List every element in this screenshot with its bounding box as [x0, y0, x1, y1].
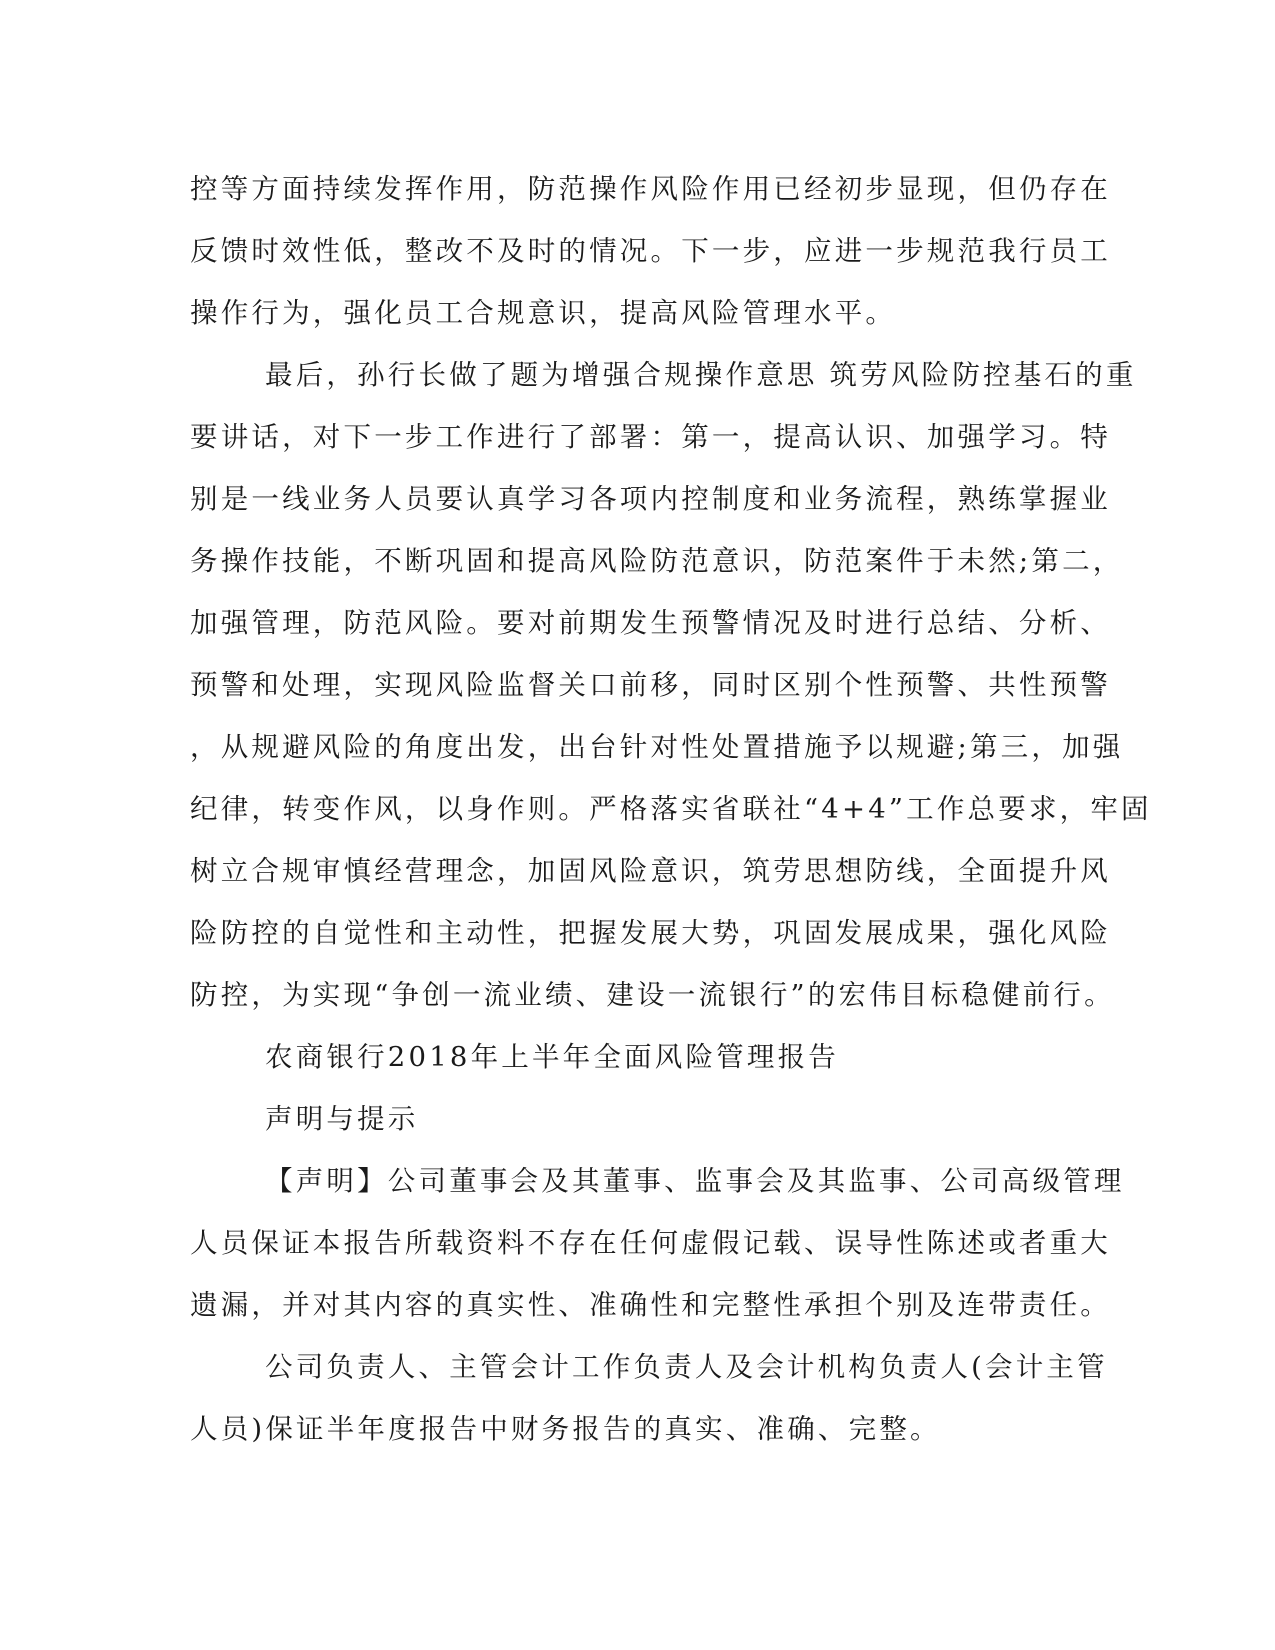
text-line: 加强管理，防范风险。要对前期发生预警情况及时进行总结、分析、 — [190, 607, 1111, 639]
text-line: 要讲话，对下一步工作进行了部署：第一，提高认识、加强学习。特 — [190, 421, 1111, 453]
text-line: ，从规避风险的角度出发，出台针对性处置措施予以规避;第三，加强 — [190, 731, 1124, 763]
text-line: 最后，孙行长做了题为增强合规操作意思 筑劳风险防控基石的重 — [265, 359, 1137, 391]
text-line: 人员)保证半年度报告中财务报告的真实、准确、完整。 — [190, 1413, 941, 1445]
text-line: 遗漏，并对其内容的真实性、准确性和完整性承担个别及连带责任。 — [190, 1289, 1111, 1321]
text-line: 操作行为，强化员工合规意识，提高风险管理水平。 — [190, 297, 897, 329]
text-line: 反馈时效性低，整改不及时的情况。下一步，应进一步规范我行员工 — [190, 235, 1111, 267]
text-line: 别是一线业务人员要认真学习各项内控制度和业务流程，熟练掌握业 — [190, 483, 1111, 515]
text-line: 人员保证本报告所载资料不存在任何虚假记载、误导性陈述或者重大 — [190, 1227, 1111, 1259]
report-title: 农商银行2018年上半年全面风险管理报告 — [265, 1041, 839, 1073]
text-line: 务操作技能，不断巩固和提高风险防范意识，防范案件于未然;第二， — [190, 545, 1124, 577]
document-body — [190, 158, 1152, 1460]
text-line: 【声明】公司董事会及其董事、监事会及其监事、公司高级管理 — [265, 1165, 1125, 1197]
text-line: 控等方面持续发挥作用，防范操作风险作用已经初步显现，但仍存在 — [190, 173, 1111, 205]
text-line: 树立合规审慎经营理念，加固风险意识，筑劳思想防线，全面提升风 — [190, 855, 1111, 887]
text-line: 公司负责人、主管会计工作负责人及会计机构负责人(会计主管 — [265, 1351, 1108, 1383]
text-line: 险防控的自觉性和主动性，把握发展大势，巩固发展成果，强化风险 — [190, 917, 1111, 949]
text-line: 纪律，转变作风，以身作则。严格落实省联社“4+4”工作总要求，牢固 — [190, 793, 1152, 825]
text-line: 防控，为实现“争创一流业绩、建设一流银行”的宏伟目标稳健前行。 — [190, 979, 1115, 1011]
text-line: 预警和处理，实现风险监督关口前移，同时区别个性预警、共性预警 — [190, 669, 1111, 701]
section-heading: 声明与提示 — [265, 1103, 419, 1135]
